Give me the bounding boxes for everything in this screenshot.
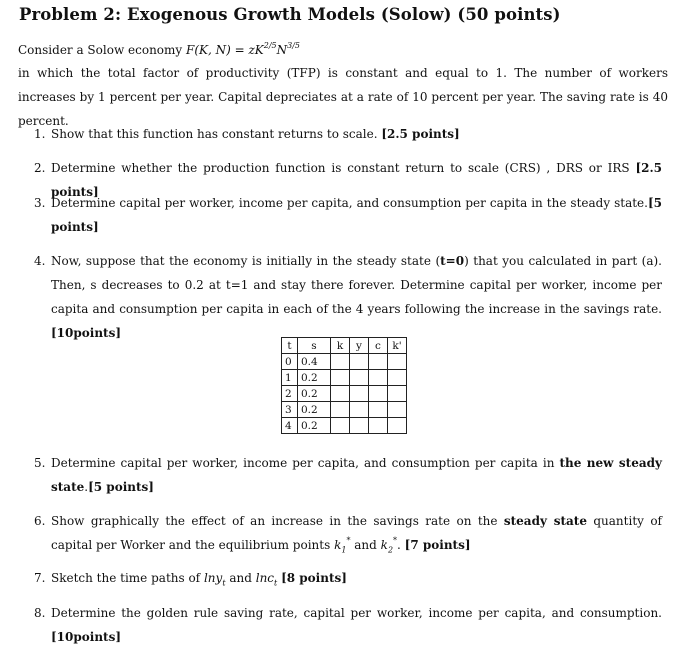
question-5: 5. Determine capital per worker, income per capita, and consumption per capita in the new steady state.[5 points] [34,456,662,494]
table-row [282,386,407,402]
header-s: s [298,338,331,354]
cell-y [350,402,369,418]
question-1: 1. Show that this function has constant returns to scale. [2.5 points] [34,127,460,141]
cell-k [331,354,350,370]
header-k-prime: k' [388,338,407,354]
cell-s: 0.2 [298,418,331,434]
table-row [282,402,407,418]
intro-lead-text: Consider a Solow economy [18,43,186,57]
table-row [282,370,407,386]
cell-k [331,402,350,418]
header-k: k [331,338,350,354]
cell-s: 0.4 [298,354,331,370]
cell-c [369,354,388,370]
cell-y [350,354,369,370]
cell-s: 0.2 [298,370,331,386]
cell-k-prime [388,370,407,386]
time-path-table [281,337,407,434]
cell-t: 0 [282,354,298,370]
cell-s: 0.2 [298,386,331,402]
question-4: 4. Now, suppose that the economy is initially in the steady state (t=0) that you calculated in part (a). Then, s decreases to 0.2 at t=1 and stay there forever. Determine capital per worker, income per capita and consumption per capita in each of the 4 years following the increase in the savings rate.[10points] [34,254,662,340]
question-8: 8. Determine the golden rule saving rate, capital per worker, income per capita, and consumption.[10points] [34,606,662,644]
cell-t: 3 [282,402,298,418]
cell-t: 1 [282,370,298,386]
cell-k [331,370,350,386]
problem-title: Problem 2: Exogenous Growth Models (Solow) (50 points) [19,5,561,24]
header-t: t [282,338,298,354]
cell-t: 4 [282,418,298,434]
cell-c [369,402,388,418]
cell-c [369,370,388,386]
cell-y [350,370,369,386]
header-y: y [350,338,369,354]
question-7: 7. Sketch the time paths of lny$_t$ and lnc$_t$ [8 points] [34,571,347,588]
header-c: c [369,338,388,354]
cell-k-prime [388,418,407,434]
table-row [282,418,407,434]
question-2: 2. Determine whether the production function is constant return to scale (CRS) , DRS or IRS [2.5 points] [34,161,662,199]
cell-k [331,418,350,434]
cell-k-prime [388,402,407,418]
cell-k-prime [388,386,407,402]
cell-y [350,386,369,402]
question-3: 3. Determine capital per worker, income per capita, and consumption per capita in the steady state.[5 points] [34,196,662,234]
cell-t: 2 [282,386,298,402]
production-function: F(K, $N) = zK^{2/5}N^{3/5}$ [186,41,301,57]
cell-c [369,418,388,434]
cell-y [350,418,369,434]
intro-description: in which the total factor of productivity (TFP) is constant and equal to 1. The number of workers increases by 1 percent per year. Capital depreciates at a rate of 10 percent per year. The saving rate is 40 percent. [18,66,668,128]
cell-s: 0.2 [298,402,331,418]
table-header-row [282,338,407,354]
table-row [282,354,407,370]
question-6: 6. Show graphically the effect of an increase in the savings rate on the steady state quantity of capital per Worker and the equilibrium points $k_1^*$ and $k_2^*$. [7 points] [34,514,662,555]
cell-k-prime [388,354,407,370]
cell-k [331,386,350,402]
cell-c [369,386,388,402]
intro-formula-line [18,38,668,62]
